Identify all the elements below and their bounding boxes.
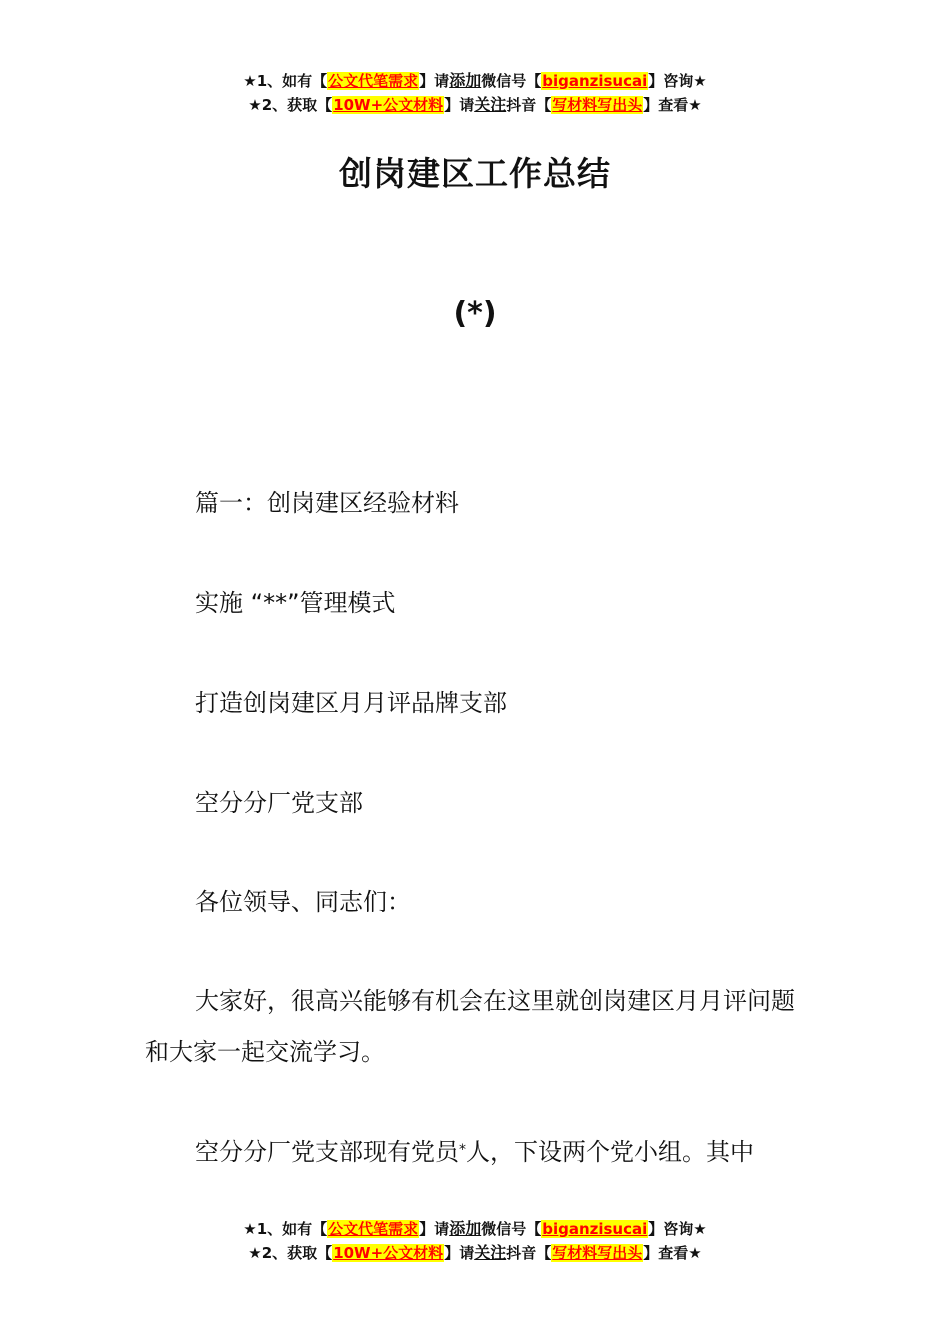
banner-line-1 xyxy=(0,1217,950,1241)
paragraph xyxy=(145,1125,815,1178)
banner-highlight[interactable]: 公文代笔需求 xyxy=(328,72,419,90)
wechat-id-highlight[interactable]: biganzisucai xyxy=(542,1220,648,1238)
banner-text: ★1、如有【 xyxy=(243,1220,328,1238)
banner-text: 】查看★ xyxy=(643,96,702,114)
banner-text: 微信号【 xyxy=(481,72,542,90)
paragraph: 大家好，很高兴能够有机会在这里就创岗建区月月评问题和大家一起交流学习。 xyxy=(145,987,795,1066)
banner-line-2 xyxy=(0,93,950,117)
banner-highlight[interactable]: 10W+公文材料 xyxy=(333,1244,444,1262)
paragraph-text: 空分分厂党支部现有党员 xyxy=(195,1138,459,1166)
banner-emphasis: 添加 xyxy=(449,71,482,90)
paragraph: 打造创岗建区月月评品牌支部 xyxy=(195,689,507,717)
paragraph-text: 实施 xyxy=(195,589,243,617)
banner-text: 】请 xyxy=(419,1220,450,1238)
banner-text: ★2、获取【 xyxy=(248,96,333,114)
paragraph: 篇一：创岗建区经验材料 xyxy=(195,489,459,517)
douyin-highlight[interactable]: 写材料写出头 xyxy=(552,1244,643,1262)
banner-text: 】请 xyxy=(419,72,450,90)
banner-text: ★2、获取【 xyxy=(248,1244,333,1262)
paragraph: 空分分厂党支部 xyxy=(195,789,363,817)
banner-text: 】请 xyxy=(444,1244,475,1262)
banner-text: 】咨询★ xyxy=(648,1220,707,1238)
placeholder-mark: * xyxy=(459,1142,466,1158)
footer-banner xyxy=(0,1217,950,1265)
banner-text: 】查看★ xyxy=(643,1244,702,1262)
page-title: 创岗建区工作总结 xyxy=(339,154,611,193)
paragraph-quote: “**”管理模式 xyxy=(250,589,396,617)
banner-text: 抖音【 xyxy=(506,1244,552,1262)
paragraph xyxy=(145,578,815,629)
header-banner xyxy=(0,69,950,117)
banner-text: 】咨询★ xyxy=(648,72,707,90)
banner-emphasis: 添加 xyxy=(449,1219,482,1238)
banner-highlight[interactable]: 公文代笔需求 xyxy=(328,1220,419,1238)
wechat-id-highlight[interactable]: biganzisucai xyxy=(542,72,648,90)
banner-text: 】请 xyxy=(444,96,475,114)
banner-highlight[interactable]: 10W+公文材料 xyxy=(333,96,444,114)
paragraph-text: 人，下设两个党小组。其中 xyxy=(466,1138,754,1166)
banner-text: 抖音【 xyxy=(506,96,552,114)
banner-text: ★1、如有【 xyxy=(243,72,328,90)
douyin-highlight[interactable]: 写材料写出头 xyxy=(552,96,643,114)
banner-text: 微信号【 xyxy=(481,1220,542,1238)
banner-line-2 xyxy=(0,1241,950,1265)
banner-line-1 xyxy=(0,69,950,93)
banner-emphasis: 关注 xyxy=(474,1243,507,1262)
paragraph: 各位领导、同志们： xyxy=(195,888,411,916)
page-subtitle: (*) xyxy=(453,296,497,331)
banner-emphasis: 关注 xyxy=(474,95,507,114)
